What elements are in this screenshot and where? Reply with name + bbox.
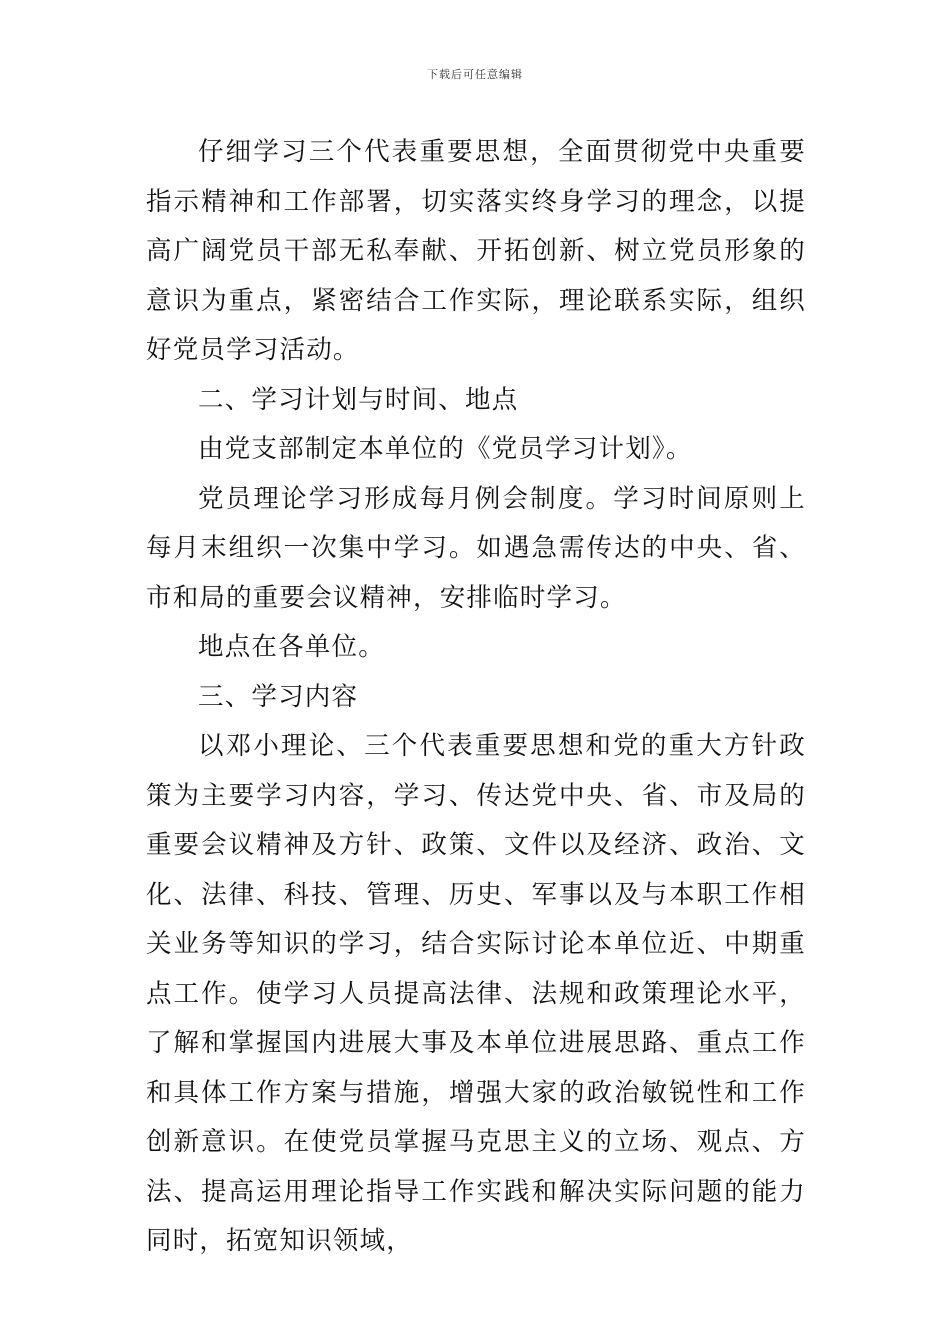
paragraph-intro: 仔细学习三个代表重要思想，全面贯彻党中央重要指示精神和工作部署，切实落实终身学习的理念，以提高广阔党员干部无私奉献、开拓创新、树立党员形象的意识为重点，紧密结合工作实际，理论联系实际，组织好党员学习活动。 <box>146 137 806 365</box>
section-heading-3: 三、学习内容 <box>198 681 359 712</box>
paragraph-location: 地点在各单位。 <box>198 632 385 662</box>
paragraph-plan: 由党支部制定本单位的《党员学习计划》。 <box>198 434 693 464</box>
paragraph-content: 以邓小理论、三个代表重要思想和党的重大方针政策为主要学习内容，学习、传达党中央、省、市及局的重要会议精神及方针、政策、文件以及经济、政治、文化、法律、科技、管理、历史、军事以及与本职工作相关业务等知识的学习，结合实际讨论本单位近、中期重点工作。使学习人员提高法律、法规和政策理论水平，了解和掌握国内进展大事及本单位进展思路、重点工作和具体工作方案与措施，增强大家的政治敏锐性和工作创新意识。在使党员掌握马克思主义的立场、观点、方法、提高运用理论指导工作实践和解决实际问题的能力同时，拓宽知识领域， <box>146 731 806 1256</box>
document-body <box>146 128 806 1267</box>
paragraph-schedule: 党员理论学习形成每月例会制度。学习时间原则上每月末组织一次集中学习。如遇急需传达的中央、省、市和局的重要会议精神，安排临时学习。 <box>146 483 806 613</box>
section-heading-2: 二、学习计划与时间、地点 <box>198 384 519 415</box>
page-header: 下载后可任意编辑 <box>427 68 523 81</box>
